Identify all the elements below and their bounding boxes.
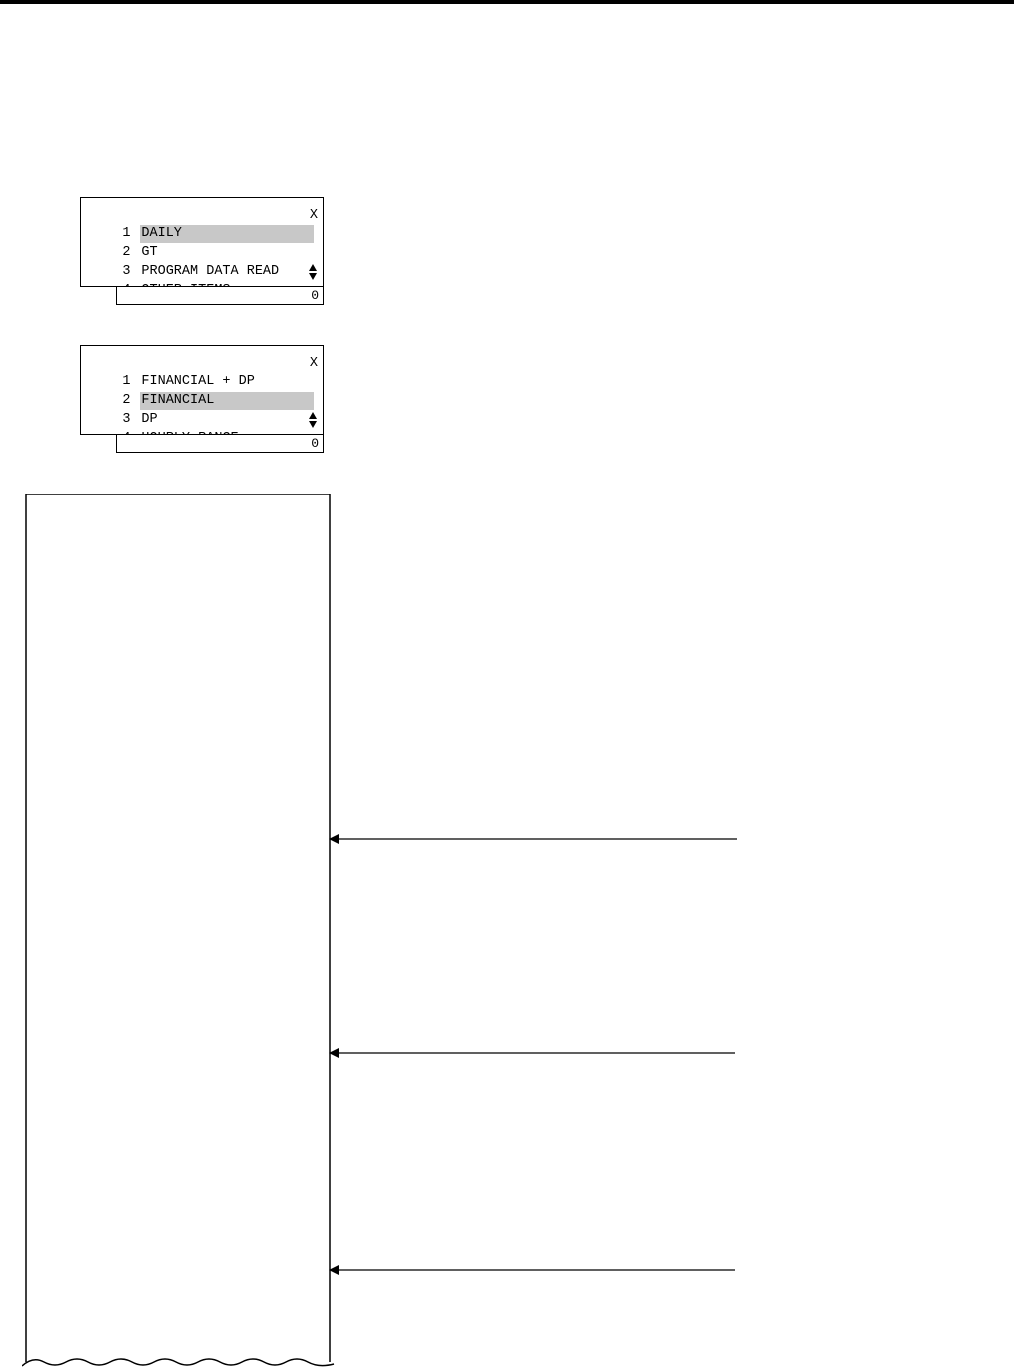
status-value-field: 0 <box>116 287 324 305</box>
menu-row-financial[interactable]: 2 FINANCIAL <box>90 374 314 392</box>
mode-indicator: X <box>309 356 318 371</box>
menu-row-program-data-read[interactable]: 3 PROGRAM DATA READ <box>122 264 280 279</box>
callout-arrow-1 <box>329 834 737 844</box>
menu-label-selected: FINANCIAL <box>140 392 314 410</box>
menu-label-selected: DAILY <box>140 225 314 243</box>
menu-row-dp[interactable]: 3 DP <box>122 412 158 427</box>
mode-indicator: X <box>309 208 318 223</box>
callout-arrow-3 <box>329 1265 735 1275</box>
callout-arrow-2 <box>329 1048 735 1058</box>
menu-row-financial-dp[interactable]: 1 FINANCIAL + DP <box>122 374 255 389</box>
menu-row-daily[interactable]: 1 DAILY <box>90 207 314 225</box>
status-value-field: 0 <box>116 435 324 453</box>
menu-row-gt[interactable]: 2 GT <box>122 245 158 260</box>
